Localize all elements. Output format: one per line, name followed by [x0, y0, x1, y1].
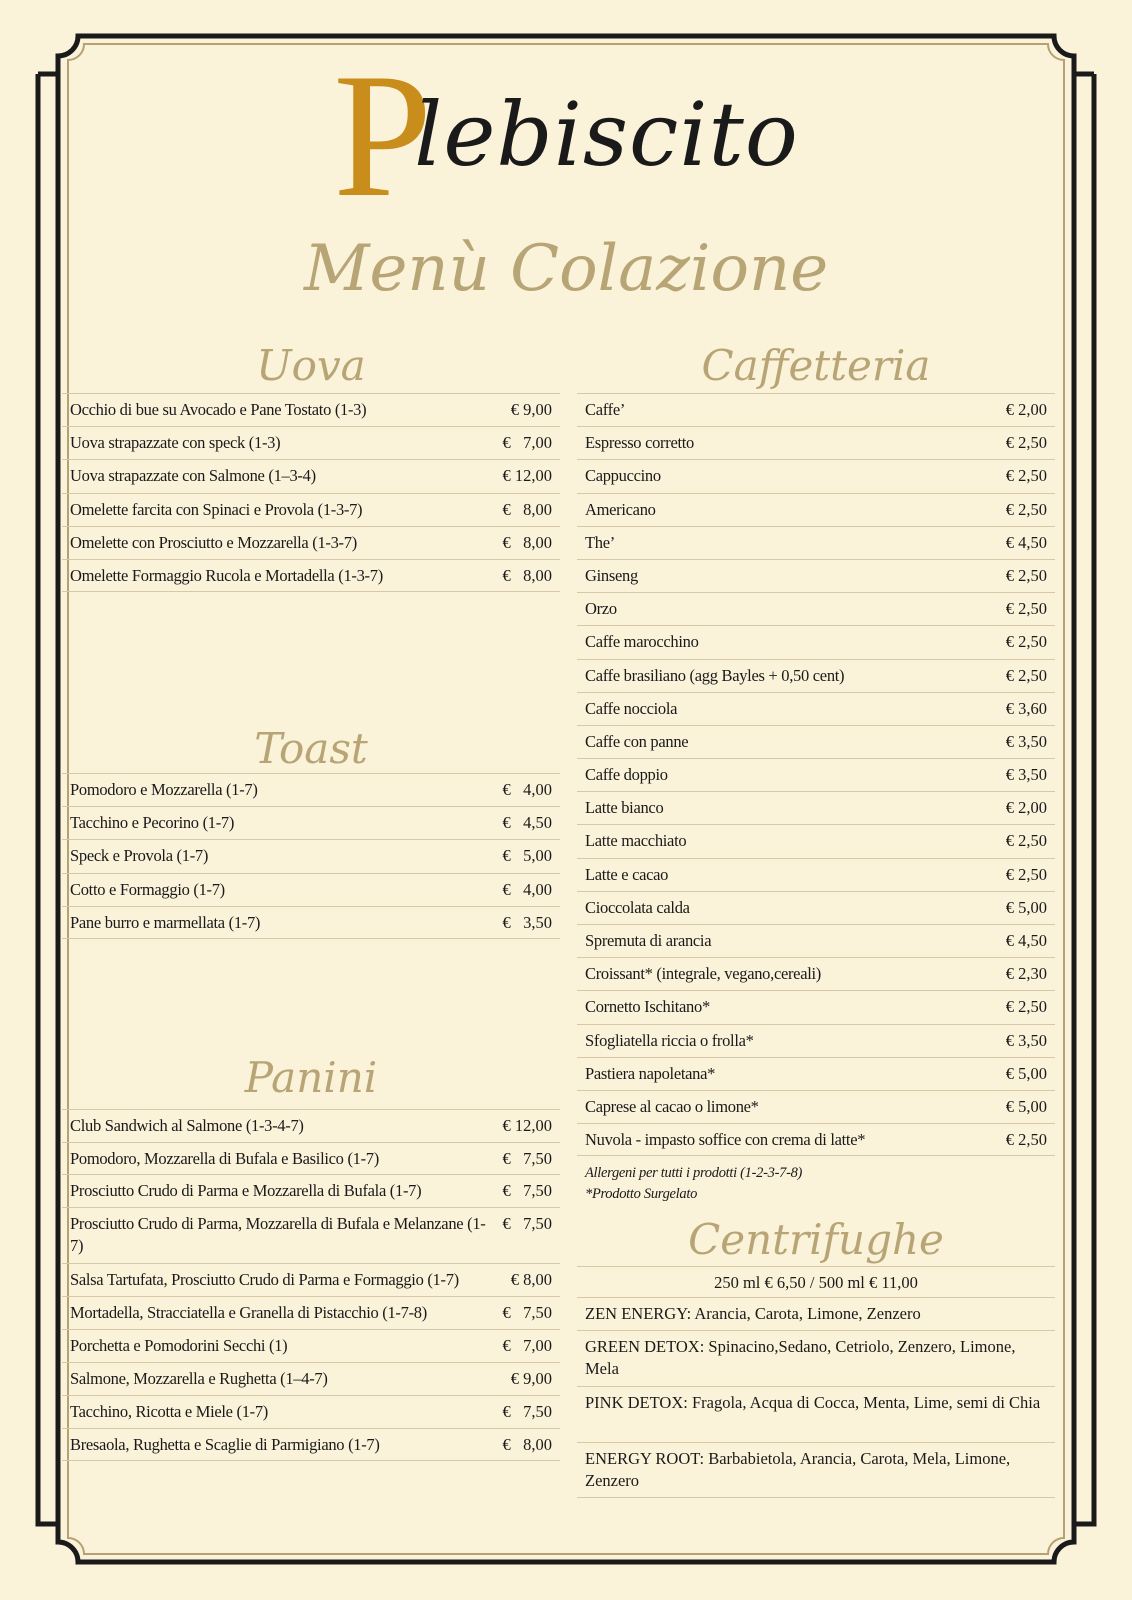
menu-title: Menù Colazione	[303, 232, 829, 306]
item-name: Pastiera napoletana*	[585, 1063, 716, 1083]
item-name: Sfogliatella riccia o frolla*	[585, 1030, 754, 1050]
menu-item	[577, 990, 1055, 1023]
item-price: € 2,50	[1005, 864, 1047, 884]
item-name: Tacchino e Pecorino (1-7)	[70, 813, 235, 833]
menu-item	[62, 1395, 560, 1428]
brand-logo	[0, 36, 1132, 234]
item-name: Croissant* (integrale, vegano,cereali)	[585, 964, 821, 984]
item-price: € 2,50	[1005, 599, 1047, 619]
item-price: € 12,00	[502, 1116, 552, 1135]
item-price: € 8,00	[502, 499, 552, 519]
menu-item	[62, 1174, 560, 1207]
item-price: € 4,50	[1005, 532, 1047, 552]
caffetteria-list	[577, 393, 1055, 1156]
item-name: Americano	[585, 499, 656, 519]
item-price: € 7,50	[502, 1402, 552, 1421]
menu-item	[62, 1263, 560, 1296]
item-name: Caffe’	[585, 400, 626, 419]
item-name: Uova strapazzate con speck (1-3)	[70, 433, 281, 453]
menu-item	[577, 891, 1055, 924]
item-name: Salsa Tartufata, Prosciutto Crudo di Parma e Formaggio (1-7)	[70, 1270, 459, 1289]
menu-item	[577, 1024, 1055, 1057]
item-price: € 3,50	[1005, 731, 1047, 751]
item-name: Pomodoro e Mozzarella (1-7)	[70, 780, 258, 799]
uova-list	[62, 393, 560, 592]
item-price: € 4,50	[502, 813, 552, 833]
centrifuga-description: ZEN ENERGY: Arancia, Carota, Limone, Zenzero	[585, 1304, 921, 1323]
item-price: € 7,00	[502, 433, 552, 453]
centrifughe-sizes: 250 ml € 6,50 / 500 ml € 11,00	[577, 1266, 1055, 1297]
item-price: € 2,30	[1005, 964, 1047, 984]
item-name: Spremuta di arancia	[585, 931, 712, 950]
item-name: Cioccolata calda	[585, 897, 690, 917]
item-price: € 12,00	[502, 466, 552, 486]
item-name: Latte macchiato	[585, 831, 687, 851]
item-name: Omelette farcita con Spinaci e Provola (1-3-7)	[70, 499, 363, 519]
item-name: Ginseng	[585, 565, 638, 585]
centrifuga-item	[577, 1442, 1055, 1498]
menu-item	[62, 839, 560, 872]
item-name: Bresaola, Rughetta e Scaglie di Parmigiano (1-7)	[70, 1435, 380, 1454]
item-name: Caffe doppio	[585, 765, 668, 785]
item-name: Nuvola - impasto soffice con crema di latte*	[585, 1130, 866, 1150]
section-title-uova: Uova	[256, 341, 366, 390]
menu-item	[577, 791, 1055, 824]
menu-item	[577, 659, 1055, 692]
centrifuga-description: GREEN DETOX: Spinacino,Sedano, Cetriolo, Zenzero, Limone, Mela	[585, 1337, 1016, 1378]
menu-item	[577, 1057, 1055, 1090]
item-name: Caffe brasiliano (agg Bayles + 0,50 cent)	[585, 665, 845, 685]
item-price: € 7,50	[502, 1303, 552, 1322]
menu-item	[62, 426, 560, 459]
item-name: Mortadella, Stracciatella e Granella di Pistacchio (1-7-8)	[70, 1303, 427, 1322]
section-title-panini: Panini	[244, 1053, 378, 1102]
item-price: € 2,50	[1005, 1130, 1047, 1150]
logo-wordmark: lebiscito	[414, 83, 799, 186]
item-name: Pomodoro, Mozzarella di Bufala e Basilico (1-7)	[70, 1149, 379, 1168]
item-price: € 5,00	[502, 846, 552, 866]
item-price: € 8,00	[510, 1270, 552, 1289]
item-name: Latte bianco	[585, 798, 664, 818]
item-price: € 7,50	[502, 1181, 552, 1200]
menu-item	[577, 924, 1055, 957]
centrifuga-description: PINK DETOX: Fragola, Acqua di Cocca, Menta, Lime, semi di Chia	[585, 1393, 1041, 1412]
menu-item	[577, 625, 1055, 658]
item-price: € 2,00	[1005, 798, 1047, 818]
menu-item	[62, 1207, 560, 1263]
logo-initial: P	[333, 36, 423, 234]
menu-item	[62, 906, 560, 939]
item-name: Porchetta e Pomodorini Secchi (1)	[70, 1336, 288, 1355]
menu-item	[62, 393, 560, 426]
item-price: € 5,00	[1005, 1096, 1047, 1116]
item-price: € 2,50	[1005, 565, 1047, 585]
item-price: € 4,50	[1005, 931, 1047, 950]
item-name: Club Sandwich al Salmone (1-3-4-7)	[70, 1116, 304, 1135]
item-price: € 7,00	[502, 1336, 552, 1355]
menu-item	[577, 1090, 1055, 1123]
item-name: Omelette Formaggio Rucola e Mortadella (1-3-7)	[70, 565, 383, 585]
item-name: Speck e Provola (1-7)	[70, 846, 209, 866]
item-price: € 3,50	[502, 912, 552, 932]
item-price: € 8,00	[502, 565, 552, 585]
item-price: € 2,50	[1005, 433, 1047, 453]
menu-item	[577, 426, 1055, 459]
item-price: € 7,50	[502, 1214, 552, 1233]
item-name: Cornetto Ischitano*	[585, 997, 710, 1017]
menu-item	[62, 1428, 560, 1461]
menu-item	[577, 692, 1055, 725]
item-price: € 9,00	[510, 400, 552, 419]
item-name: Cotto e Formaggio (1-7)	[70, 879, 225, 899]
menu-item	[62, 493, 560, 526]
menu-item	[577, 493, 1055, 526]
item-name: Omelette con Prosciutto e Mozzarella (1-3-7)	[70, 532, 357, 552]
item-price: € 2,50	[1005, 466, 1047, 486]
item-name: Espresso corretto	[585, 433, 694, 453]
menu-item	[577, 592, 1055, 625]
item-price: € 8,00	[502, 532, 552, 552]
item-price: € 2,00	[1005, 400, 1047, 419]
menu-item	[62, 1109, 560, 1142]
menu-item	[577, 559, 1055, 592]
menu-item	[62, 559, 560, 592]
menu-item	[577, 393, 1055, 426]
menu-item	[62, 1329, 560, 1362]
menu-item	[62, 526, 560, 559]
menu-item	[62, 459, 560, 492]
item-name: Salmone, Mozzarella e Rughetta (1–4-7)	[70, 1369, 328, 1388]
item-price: € 2,50	[1005, 499, 1047, 519]
item-name: Latte e cacao	[585, 864, 669, 884]
item-name: Caffe nocciola	[585, 698, 678, 718]
menu-item	[577, 758, 1055, 791]
menu-item	[577, 1123, 1055, 1156]
item-name: Cappuccino	[585, 466, 661, 486]
item-price: € 5,00	[1005, 897, 1047, 917]
item-name: Caffe marocchino	[585, 632, 699, 652]
panini-list	[62, 1109, 560, 1461]
menu-item	[577, 824, 1055, 857]
menu-item	[62, 806, 560, 839]
centrifuga-item	[577, 1386, 1055, 1442]
item-price: € 8,00	[502, 1435, 552, 1454]
item-price: € 5,00	[1005, 1063, 1047, 1083]
frozen-note: *Prodotto Surgelato	[585, 1186, 698, 1202]
item-name: Prosciutto Crudo di Parma, Mozzarella di Bufala e Melanzane (1-7)	[70, 1214, 486, 1255]
centrifuga-item	[577, 1297, 1055, 1330]
menu-item	[62, 1296, 560, 1329]
item-name: Tacchino, Ricotta e Miele (1-7)	[70, 1402, 269, 1421]
item-price: € 3,50	[1005, 765, 1047, 785]
menu-item	[577, 459, 1055, 492]
item-name: Caffe con panne	[585, 731, 689, 751]
item-price: € 2,50	[1005, 665, 1047, 685]
menu-item	[577, 526, 1055, 559]
item-name: Orzo	[585, 599, 617, 619]
item-price: € 3,60	[1005, 698, 1047, 718]
menu-item	[577, 725, 1055, 758]
item-price: € 4,00	[502, 879, 552, 899]
menu-item	[62, 773, 560, 806]
item-name: Pane burro e marmellata (1-7)	[70, 912, 261, 932]
item-price: € 9,00	[510, 1369, 552, 1388]
item-price: € 7,50	[502, 1149, 552, 1168]
item-price: € 2,50	[1005, 997, 1047, 1017]
toast-list	[62, 773, 560, 939]
centrifuga-description: ENERGY ROOT: Barbabietola, Arancia, Carota, Mela, Limone, Zenzero	[585, 1449, 1011, 1490]
item-price: € 3,50	[1005, 1030, 1047, 1050]
menu-item	[62, 873, 560, 906]
menu-item	[577, 957, 1055, 990]
section-title-caffetteria: Caffetteria	[701, 341, 931, 390]
section-title-centrifughe: Centrifughe	[688, 1215, 944, 1264]
item-price: € 2,50	[1005, 632, 1047, 652]
item-name: Caprese al cacao o limone*	[585, 1096, 759, 1116]
menu-item	[62, 1362, 560, 1395]
item-price: € 4,00	[502, 780, 552, 799]
item-name: Occhio di bue su Avocado e Pane Tostato (1-3)	[70, 400, 367, 419]
allergen-note: Allergeni per tutti i prodotti (1-2-3-7-8)	[585, 1165, 803, 1181]
item-name: The’	[585, 532, 615, 552]
menu-item	[577, 858, 1055, 891]
item-price: € 2,50	[1005, 831, 1047, 851]
centrifuga-item	[577, 1330, 1055, 1386]
item-name: Uova strapazzate con Salmone (1–3-4)	[70, 466, 316, 486]
section-title-toast: Toast	[254, 724, 368, 773]
centrifughe-list	[577, 1266, 1055, 1498]
menu-item	[62, 1142, 560, 1174]
item-name: Prosciutto Crudo di Parma e Mozzarella di Bufala (1-7)	[70, 1181, 422, 1200]
